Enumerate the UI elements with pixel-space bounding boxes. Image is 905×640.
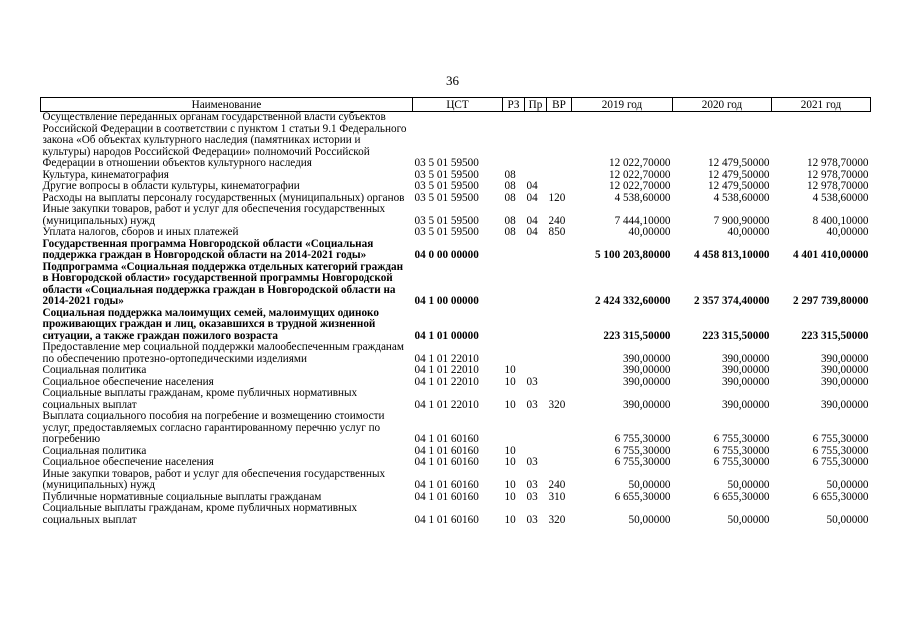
cell-cst: 04 1 00 00000 [414, 295, 479, 307]
header-2020: 2020 год [673, 98, 772, 112]
cell-cst: 04 1 01 60160 [414, 513, 479, 526]
cell-2020: 7 900,90000 [713, 214, 770, 227]
cell-2019: 50,00000 [628, 513, 671, 526]
table-body [41, 112, 871, 527]
cell-pr [525, 342, 547, 365]
cell-2021: 12 978,70000 [806, 157, 869, 169]
header-2019: 2019 год [572, 98, 673, 112]
cell-vr [547, 170, 572, 182]
cell-2021: 390,00000 [820, 375, 869, 388]
cell-pr [525, 112, 547, 170]
cell-pr: 03 [526, 513, 538, 526]
cell-name: Социальные выплаты гражданам, кроме публичных нормативных социальных выплат [42, 387, 358, 411]
cell-pr: 03 [526, 375, 538, 388]
table-row [41, 469, 871, 492]
cell-2019: 390,00000 [622, 398, 671, 411]
cell-vr [547, 457, 572, 469]
cell-2019: 50,00000 [628, 479, 671, 491]
cell-2019: 390,00000 [622, 352, 671, 365]
cell-rz: 10 [504, 375, 516, 388]
cell-2019: 390,00000 [622, 364, 671, 376]
cell-name: Социальная политика [42, 444, 147, 457]
cell-2019: 2 424 332,60000 [594, 295, 671, 307]
table-row [41, 388, 871, 411]
cell-vr [547, 112, 572, 170]
cell-2020: 390,00000 [721, 352, 770, 365]
cell-vr [547, 262, 572, 308]
cell-rz: 10 [504, 479, 516, 491]
cell-2019: 6 755,30000 [614, 433, 671, 445]
cell-2019: 223 315,50000 [603, 329, 671, 342]
cell-cst: 03 5 01 59500 [414, 168, 479, 181]
budget-table [40, 97, 871, 526]
cell-name: Социальная политика [42, 364, 147, 376]
cell-name: Социальная поддержка малоимущих семей, малоимущих одиноко проживающих граждан и лиц, оказавшихся в трудной жизненной ситуации, а также граждан пожилого возраста [42, 306, 379, 342]
cell-2021: 6 755,30000 [812, 433, 869, 445]
cell-vr: 320 [548, 398, 566, 411]
header-vr: ВР [547, 98, 572, 112]
table-row [41, 457, 871, 469]
cell-2021: 390,00000 [820, 398, 869, 411]
cell-2019: 12 022,70000 [608, 168, 671, 181]
cell-pr [525, 365, 547, 377]
cell-vr: 310 [548, 490, 566, 503]
cell-cst: 03 5 01 59500 [414, 157, 479, 169]
cell-vr [547, 446, 572, 458]
cell-2019: 5 100 203,80000 [594, 249, 671, 261]
cell-cst: 03 5 01 59500 [414, 180, 479, 192]
cell-2020: 2 357 374,40000 [693, 295, 770, 307]
cell-2019: 6 755,30000 [614, 444, 671, 457]
cell-2021: 6 755,30000 [812, 444, 869, 457]
cell-name: Иные закупки товаров, работ и услуг для обеспечения государственных (муниципальных) нужд [42, 203, 386, 227]
cell-cst: 04 1 01 00000 [414, 329, 479, 342]
cell-2021: 50,00000 [826, 479, 869, 491]
cell-rz: 10 [504, 398, 516, 411]
table-row [41, 503, 871, 526]
cell-vr [547, 377, 572, 389]
cell-pr: 04 [526, 226, 538, 238]
cell-cst: 04 1 01 60160 [414, 456, 479, 468]
cell-cst: 04 1 01 60160 [414, 479, 479, 491]
cell-vr: 120 [548, 191, 566, 204]
cell-2019: 6 655,30000 [614, 490, 671, 503]
cell-name: Предоставление мер социальной поддержки малообеспеченным гражданам по обеспечению протезно-ортопедическими изделиями [42, 341, 404, 365]
page-number: 36 [446, 73, 459, 88]
cell-2019: 12 022,70000 [608, 180, 671, 192]
cell-2021: 390,00000 [820, 364, 869, 376]
cell-pr: 03 [526, 398, 538, 411]
cell-name: Культура, кинематография [42, 168, 169, 181]
cell-rz: 08 [504, 168, 516, 181]
cell-2020: 4 458 813,10000 [693, 249, 770, 261]
cell-name: Государственная программа Новгородской области «Социальная поддержка граждан в Новгородской области на 2014-2021 годы» [42, 237, 374, 261]
cell-name: Уплата налогов, сборов и иных платежей [42, 226, 239, 238]
cell-cst: 04 1 01 22010 [414, 398, 479, 411]
cell-rz: 08 [504, 180, 516, 192]
cell-2019: 40,00000 [628, 226, 671, 238]
cell-2021: 4 538,60000 [812, 191, 869, 204]
table-row [41, 227, 871, 239]
cell-2020: 12 479,50000 [707, 157, 770, 169]
table-row [41, 308, 871, 343]
cell-2019: 7 444,10000 [614, 214, 671, 227]
header-2021: 2021 год [772, 98, 871, 112]
cell-rz [503, 342, 525, 365]
cell-pr: 04 [526, 191, 538, 204]
cell-2021: 12 978,70000 [806, 168, 869, 181]
cell-name: Социальное обеспечение населения [42, 456, 214, 468]
cell-rz: 10 [504, 490, 516, 503]
cell-rz: 08 [504, 214, 516, 227]
cell-name: Осуществление переданных органам государственной власти субъектов Российской Федерации в соответствии с пунктом 1 статьи 9.1 Федерального закона «Об объектах культурного наследия (памятниках истории и культуры) народов Российской Федерации» полномочий Российской Федерации в отношении объектов культурного наследия [42, 111, 407, 169]
cell-2020: 12 479,50000 [707, 180, 770, 192]
cell-rz: 10 [504, 456, 516, 468]
cell-2020: 390,00000 [721, 375, 770, 388]
cell-cst: 04 1 01 22010 [414, 364, 479, 376]
header-rz: РЗ [503, 98, 525, 112]
cell-vr [547, 308, 572, 343]
cell-2021: 6 755,30000 [812, 456, 869, 468]
cell-rz: 08 [504, 191, 516, 204]
cell-cst: 04 1 01 60160 [414, 444, 479, 457]
cell-cst: 03 5 01 59500 [414, 226, 479, 238]
cell-vr: 320 [548, 513, 566, 526]
cell-cst: 03 5 01 59500 [414, 191, 479, 204]
cell-2021: 4 401 410,00000 [792, 249, 869, 261]
cell-pr: 03 [526, 479, 538, 491]
cell-2020: 6 655,30000 [713, 490, 770, 503]
cell-name: Выплата социального пособия на погребение и возмещению стоимости услуг, предоставляемых согласно гарантированному перечню услуг по погребению [42, 410, 385, 445]
table-row [41, 365, 871, 377]
header-cst: ЦСТ [413, 98, 503, 112]
table-row [41, 411, 871, 446]
table-row [41, 262, 871, 308]
cell-name: Другие вопросы в области культуры, кинематографии [42, 180, 300, 192]
table-row [41, 239, 871, 262]
cell-pr: 03 [526, 456, 538, 468]
cell-cst: 03 5 01 59500 [414, 214, 479, 227]
cell-2019: 6 755,30000 [614, 456, 671, 468]
cell-name: Иные закупки товаров, работ и услуг для обеспечения государственных (муниципальных) нужд [42, 467, 386, 491]
cell-pr: 04 [526, 214, 538, 227]
table-header-row [41, 98, 871, 112]
cell-vr: 240 [548, 214, 566, 227]
cell-2020: 4 538,60000 [713, 191, 770, 204]
cell-pr: 04 [526, 180, 538, 192]
cell-2021: 40,00000 [826, 226, 869, 238]
cell-vr [547, 239, 572, 262]
cell-2021: 8 400,10000 [812, 214, 869, 227]
cell-2021: 2 297 739,80000 [792, 295, 869, 307]
cell-cst: 04 1 01 60160 [414, 433, 479, 445]
cell-pr: 03 [526, 490, 538, 503]
cell-2019: 12 022,70000 [608, 157, 671, 169]
cell-2020: 390,00000 [721, 364, 770, 376]
cell-rz [503, 262, 525, 308]
cell-2020: 50,00000 [727, 513, 770, 526]
table-row [41, 112, 871, 170]
cell-2020: 50,00000 [727, 479, 770, 491]
table-row [41, 204, 871, 227]
cell-rz: 08 [504, 226, 516, 238]
cell-name: Расходы на выплаты персоналу государственных (муниципальных) органов [42, 191, 405, 204]
cell-2021: 390,00000 [820, 352, 869, 365]
cell-cst: 04 0 00 00000 [414, 249, 479, 261]
cell-2020: 223 315,50000 [702, 329, 770, 342]
cell-name: Подпрограмма «Социальная поддержка отдельных категорий граждан в Новгородской области» государственной программы Новгородской области «Социальная поддержка граждан в Новгородской области на 2014-2021 годы» [42, 260, 404, 307]
cell-vr [547, 342, 572, 365]
cell-rz [503, 239, 525, 262]
cell-pr [525, 239, 547, 262]
cell-name: Социальные выплаты гражданам, кроме публичных нормативных социальных выплат [42, 502, 358, 526]
cell-pr [525, 308, 547, 343]
cell-vr [547, 411, 572, 446]
header-name: Наименование [41, 98, 413, 112]
cell-vr [547, 365, 572, 377]
cell-2020: 6 755,30000 [713, 433, 770, 445]
cell-vr: 240 [548, 479, 566, 491]
cell-2019: 4 538,60000 [614, 191, 671, 204]
cell-2020: 40,00000 [727, 226, 770, 238]
cell-2020: 6 755,30000 [713, 444, 770, 457]
cell-2021: 50,00000 [826, 513, 869, 526]
cell-2021: 223 315,50000 [801, 329, 869, 342]
cell-2020: 390,00000 [721, 398, 770, 411]
table-row [41, 342, 871, 365]
cell-2021: 6 655,30000 [812, 490, 869, 503]
cell-vr [547, 181, 572, 193]
cell-rz: 10 [504, 513, 516, 526]
table-row [41, 181, 871, 193]
cell-2019: 390,00000 [622, 375, 671, 388]
cell-pr [525, 411, 547, 446]
cell-2021: 12 978,70000 [806, 180, 869, 192]
cell-name: Социальное обеспечение населения [42, 375, 214, 388]
cell-rz [503, 411, 525, 446]
cell-cst: 04 1 01 60160 [414, 490, 479, 503]
cell-rz: 10 [504, 364, 516, 376]
cell-rz: 10 [504, 444, 516, 457]
header-pr: Пр [525, 98, 547, 112]
cell-cst: 04 1 01 22010 [414, 352, 479, 365]
cell-vr: 850 [548, 226, 566, 238]
cell-cst: 04 1 01 22010 [414, 375, 479, 388]
cell-rz [503, 308, 525, 343]
cell-rz [503, 112, 525, 170]
cell-2020: 12 479,50000 [707, 168, 770, 181]
cell-2020: 6 755,30000 [713, 456, 770, 468]
cell-pr [525, 262, 547, 308]
cell-name: Публичные нормативные социальные выплаты гражданам [42, 490, 322, 503]
